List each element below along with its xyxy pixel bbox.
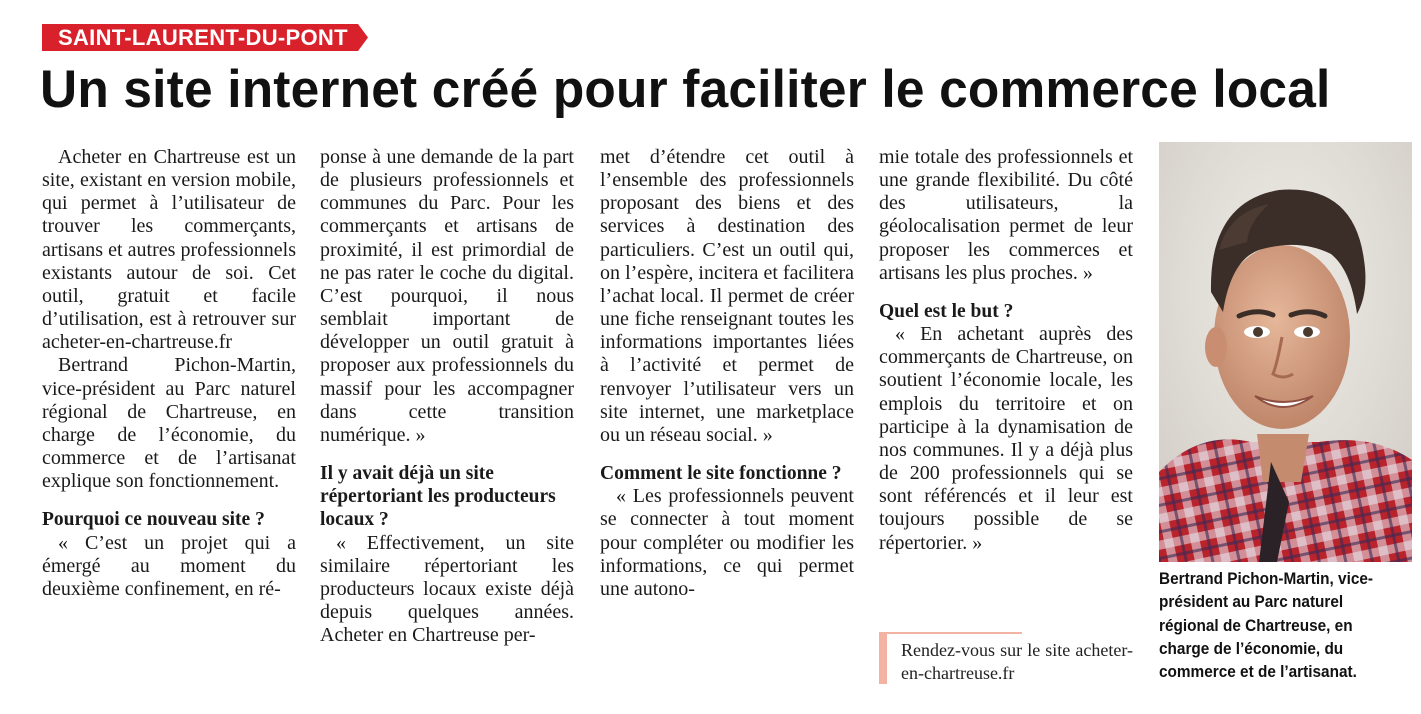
portrait-illustration <box>1159 142 1412 562</box>
paragraph: ponse à une demande de la part de plusieurs professionnels et communes du Parc. Pour les commerçants et artisans de proximité, il est primordial de ne pas rater le coche du digital. C’est pourquoi, il nous semblait important de développer un outil gratuit à proposer aux professionnels du massif pour les accompagner dans cette transition numérique. » <box>320 146 574 446</box>
paragraph: Bertrand Pichon-Martin, vice-président au Parc naturel régional de Chartreuse, en charge de l’économie, du commerce et de l’artisanat explique son fonctionnement. <box>42 354 296 493</box>
website-callout <box>879 632 1133 684</box>
question-heading: Il y avait déjà un site répertoriant les producteurs locaux ? <box>320 463 556 531</box>
article-column-3 <box>600 146 854 601</box>
question-heading: Quel est le but ? <box>879 300 1014 322</box>
question-heading: Comment le site fonctionne ? <box>600 463 842 485</box>
question-heading: Pourquoi ce nouveau site ? <box>42 509 265 531</box>
paragraph: « C’est un projet qui a émergé au moment du deuxième confinement, en ré- <box>42 531 296 600</box>
article-headline: Un site internet créé pour faciliter le commerce local <box>40 60 1331 119</box>
paragraph: Acheter en Chartreuse est un site, existant en version mobile, qui permet à l’utilisateur de trouver les commerçants, artisans et autres professionnels existants autour de soi. Cet outil, gratuit et facile d’utilisation, est à retrouver sur acheter-en-chartreuse.fr <box>42 146 296 354</box>
article-column-2 <box>320 146 574 647</box>
paragraph: met d’étendre cet outil à l’ensemble des professionnels proposant des biens et des services à destination des particuliers. C’est un outil qui, on l’espère, incitera et facilitera l’achat local. Il permet de créer une fiche renseignant toutes les informations importantes liées à l’activité et permet de renvoyer l’utilisateur vers un site internet, une marketplace ou un réseau social. » <box>600 146 854 446</box>
photo-caption: Bertrand Pichon-Martin, vice-président au Parc naturel régional de Chartreuse, en charge de l’économie, du commerce et de l’artisanat. <box>1159 570 1374 682</box>
paragraph: « Les professionnels peuvent se connecter à tout moment pour compléter ou modifier les informations, ce qui permet une autono- <box>600 485 854 600</box>
callout-accent-rule <box>887 632 1022 634</box>
article-column-4 <box>879 146 1133 555</box>
portrait-photo <box>1159 142 1412 562</box>
paragraph: « En achetant auprès des commerçants de Chartreuse, on soutient l’économie locale, les emplois du territoire et on participe à la dynamisation de nos communes. Il y a déjà plus de 200 professionnels qui se sont référencés et il leur est toujours possible de se répertorier. » <box>879 323 1133 554</box>
section-kicker <box>42 24 368 51</box>
callout-text: Rendez-vous sur le site acheter-en-chartreuse.fr <box>901 640 1133 683</box>
paragraph: mie totale des professionnels et une grande flexibilité. Du côté des utilisateurs, la géolocalisation permet de leur proposer les commerces et artisans les plus proches. » <box>879 146 1133 284</box>
callout-accent-bar <box>879 632 887 684</box>
kicker-label: SAINT-LAURENT-DU-PONT <box>58 25 348 50</box>
article-column-1 <box>42 146 296 601</box>
paragraph: « Effectivement, un site similaire répertoriant les producteurs locaux existe déjà depuis quelques années. Acheter en Chartreuse per- <box>320 531 574 647</box>
